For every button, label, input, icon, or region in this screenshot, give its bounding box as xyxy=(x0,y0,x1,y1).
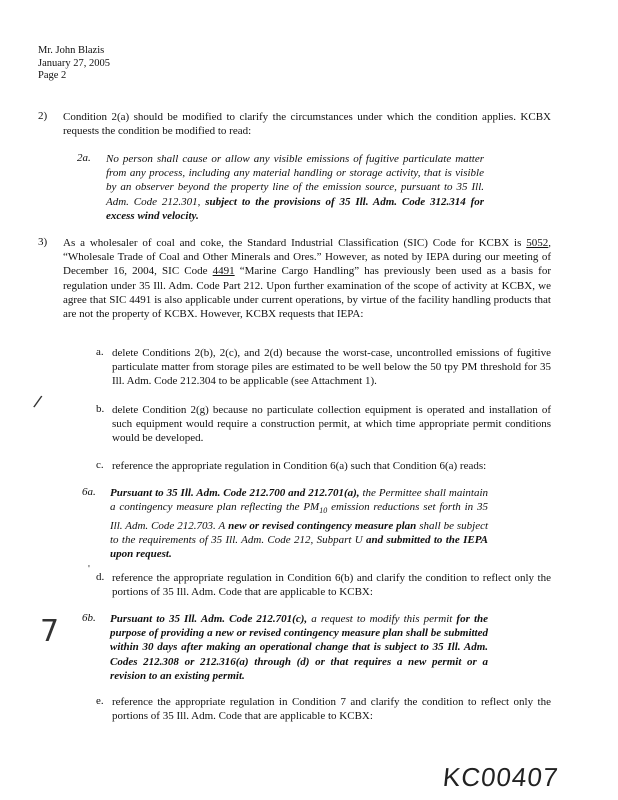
item-2a-quote xyxy=(106,152,484,223)
pm10-subscript: 10 xyxy=(319,506,328,516)
c-quote-bold-2: new or revised contingency measure plan xyxy=(228,519,417,532)
sic-code-5052: 5052 xyxy=(526,237,549,249)
subitem-c-text: reference the appropriate regulation in Condition 6(a) such that Condition 6(a) reads: xyxy=(112,460,487,472)
item-2-number: 2) xyxy=(38,110,48,122)
item-2a-quote-italic: No person shall cause or allow any visible emissions of fugitive particulate matter from any process, including any material handling or storage activity, that is visible by an observer beyond the property line of the emission source, pursuant to 35 Ill. Adm. Code 212.301, xyxy=(106,153,484,208)
bates-number: KC00407 xyxy=(441,762,560,792)
page-number: Page 2 xyxy=(38,70,67,81)
subitem-d-text: reference the appropriate regulation in Condition 6(b) and clarify the condition to reflect only the portions of 35 Ill. Adm. Code that are applicable to KCBX: xyxy=(112,572,551,599)
item-3-text-c: “Marine Cargo Handling” has previously been used as a basis for regulation under 35 Ill. Adm. Code Part 212. Upon further examination of the scope of activity at KCBX, we agree that SIC 4491 is also applicable under current operations, by virtue of the facility handling products that are not the property of KCBX. However, KCBX requests that IEPA: xyxy=(63,265,552,321)
item-3-text xyxy=(63,236,551,321)
item-3-text-b: , “Wholesale Trade of Coal and Other Minerals and Ores.” However, as noted by IEPA during our meeting of December 16, 2004, SIC Code xyxy=(63,237,552,278)
c-quote-italic-1: the Permittee shall maintain a contingency measure plan reflecting the PM xyxy=(110,487,488,514)
subitem-a-label: a. xyxy=(96,346,104,358)
subitem-c-quote xyxy=(110,486,488,561)
item-2a-label: 2a. xyxy=(77,152,91,164)
c-quote-italic-3: shall be subject to the requirements of 35 Ill. Adm. Code 212, Subpart U xyxy=(110,519,489,546)
subitem-c-label: c. xyxy=(96,459,104,471)
item-3-number: 3) xyxy=(38,236,48,248)
d-quote-bold-1: Pursuant to 35 Ill. Adm. Code 212.701(c), xyxy=(110,613,308,625)
sic-code-4491: 4491 xyxy=(212,265,235,278)
subitem-e-label: e. xyxy=(96,695,104,707)
item-2a-quote-bold: subject to the provisions of 35 Ill. Adm. Code 312.314 for excess wind velocity. xyxy=(106,195,485,222)
margin-handwritten-7: 7 xyxy=(40,614,60,649)
subitem-c-quote-label: 6a. xyxy=(82,486,96,498)
c-quote-bold-3: and submitted to the IEPA upon request. xyxy=(110,533,488,560)
subitem-b-label: b. xyxy=(96,403,105,415)
item-2-text: Condition 2(a) should be modified to clarify the circumstances under which the condition applies. KCBX requests the condition be modified to read: xyxy=(63,111,551,138)
subitem-d-label: d. xyxy=(96,571,105,583)
margin-tick-mark: ' xyxy=(88,564,90,575)
c-quote-italic-2: emission reductions set forth in 35 Ill. Adm. Code 212.703. A xyxy=(110,501,489,532)
subitem-a-text: delete Conditions 2(b), 2(c), and 2(d) because the worst-case, uncontrolled emissions of fugitive particulate matter from storage piles are estimated to be well below the 50 tpy PM threshold for 35 Ill. Adm. Code 212.304 to be applicable (see Attachment 1). xyxy=(112,347,551,388)
d-quote-bold-2: for the purpose of providing a new or revised contingency measure plan shall be submitted within 30 days after making an operational change that is subject to 35 Ill. Adm. Codes 212.308 or 212.316(a) through (d) or that requires a new permit or a revision to an existing permit. xyxy=(110,613,489,682)
subitem-d-quote-label: 6b. xyxy=(82,612,96,624)
letter-header xyxy=(38,45,110,83)
c-quote-bold-1: Pursuant to 35 Ill. Adm. Code 212.700 and 212.701(a), xyxy=(110,487,360,499)
d-quote-italic-1: a request to modify this permit xyxy=(311,613,453,625)
subitem-b-text: delete Condition 2(g) because no particulate collection equipment is operated and installation of such equipment would require a construction permit, at which time appropriate permit conditions would be developed. xyxy=(112,404,551,445)
margin-slash-mark: / xyxy=(31,391,44,413)
subitem-e-text: reference the appropriate regulation in Condition 7 and clarify the condition to reflect only the portions of 35 Ill. Adm. Code that are applicable to KCBX: xyxy=(112,696,551,723)
item-3-text-a: As a wholesaler of coal and coke, the Standard Industrial Classification (SIC) Code for KCBX is xyxy=(63,237,522,249)
subitem-d-quote xyxy=(110,612,488,683)
letter-date: January 27, 2005 xyxy=(38,57,111,69)
recipient-name: Mr. John Blazis xyxy=(38,45,105,56)
